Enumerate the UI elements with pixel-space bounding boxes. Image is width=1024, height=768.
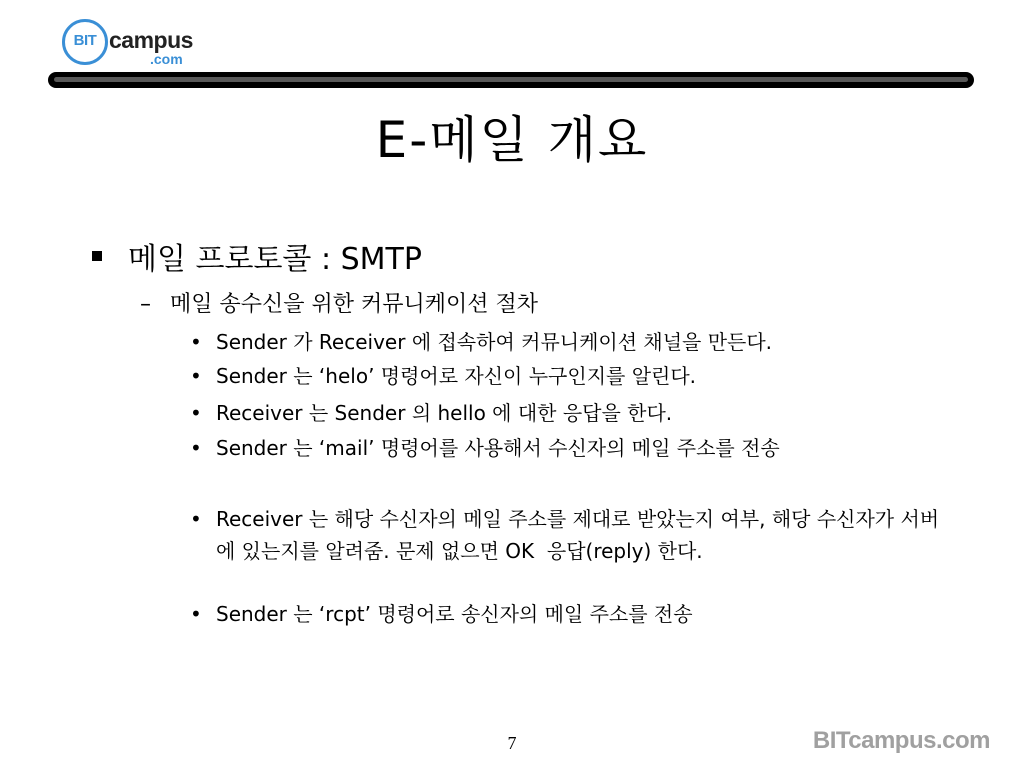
subheading-text: 메일 송수신을 위한 커뮤니케이션 절차	[170, 292, 539, 317]
dot-bullet-icon: •	[190, 436, 202, 460]
footer-watermark: BITcampus.com	[812, 727, 990, 754]
heading-bullet	[88, 234, 422, 278]
slide-title: E-메일 개요	[375, 111, 649, 169]
list-item-text: Sender 는 ‘mail’ 명령어를 사용해서 수신자의 메일 주소를 전송	[216, 436, 780, 460]
list-item	[190, 360, 960, 392]
square-bullet-icon	[92, 251, 102, 261]
dash-bullet-icon: –	[140, 292, 151, 317]
list-item	[190, 432, 920, 464]
list-item-text: Sender 는 ‘helo’ 명령어로 자신이 누구인지를 알린다.	[216, 364, 697, 388]
dot-bullet-icon: •	[190, 364, 202, 388]
list-item-text: Sender 는 ‘rcpt’ 명령어로 송신자의 메일 주소를 전송	[216, 602, 693, 626]
list-item-text: Receiver 는 Sender 의 hello 에 대한 응답을 한다.	[216, 401, 673, 425]
list-item	[190, 397, 960, 429]
header-divider	[48, 72, 974, 88]
subheading-bullet	[140, 287, 538, 318]
list-item-text: Sender 가 Receiver 에 접속하여 커뮤니케이션 채널을 만든다.	[216, 330, 773, 354]
list-item	[190, 598, 960, 630]
dot-bullet-icon: •	[190, 507, 202, 531]
logo-campus-text: campus	[109, 27, 193, 53]
list-item-text: Receiver 는 해당 수신자의 메일 주소를 제대로 받았는지 여부, 해당 수신자가 서버에 있는지를 알려줌. 문제 없으면 OK 응답(reply) 한다.	[216, 507, 940, 563]
page-number: 7	[507, 733, 517, 753]
logo-com-text: .com	[150, 51, 183, 67]
dot-bullet-icon: •	[190, 401, 202, 425]
list-item	[190, 326, 960, 358]
dot-bullet-icon: •	[190, 602, 202, 626]
dot-bullet-icon: •	[190, 330, 202, 354]
logo-bit-text: BIT	[73, 32, 97, 49]
list-item	[190, 503, 950, 567]
heading-text: 메일 프로토콜 : SMTP	[128, 242, 422, 277]
bitcampus-logo	[62, 18, 212, 68]
